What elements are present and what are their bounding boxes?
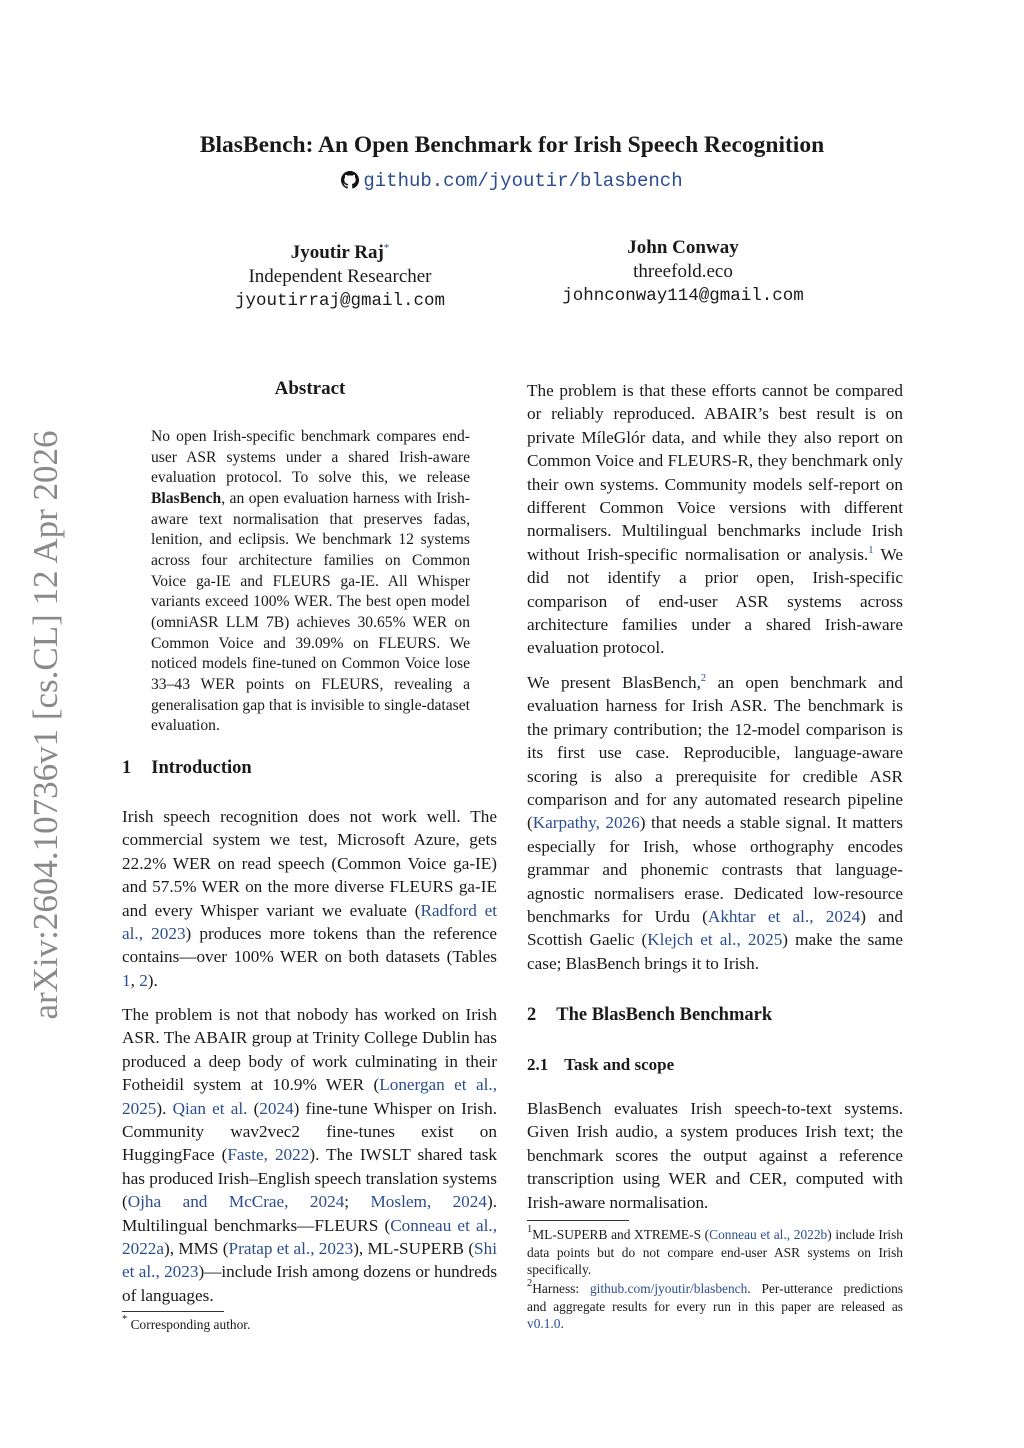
citation-link[interactable]: Radford et al., 2023 (122, 900, 497, 944)
author-affiliation: threefold.eco (633, 261, 733, 282)
intro-paragraph-3: The problem is that these efforts cannot be compared or reliably reproduced. ABAIR’s best result is on private MíleGlór data, and while they also report on Common Voice and FLEURS-R, they benchmark only their own systems. Community models self-report on different Common Voice versions with different normalisers. Multilingual benchmarks include Irish without Irish-specific normalisation or analysis.$^1$ We did not identify a prior open, Irish-specific comparison of end-user ASR systems across architecture families under a shared Irish-aware evaluation protocol. (527, 381, 903, 658)
citation-link[interactable]: Moslem, 2024 (370, 1192, 487, 1212)
footnote-ref-link[interactable]: 2 (700, 673, 707, 684)
citation-link[interactable]: Faste, 2022 (227, 1145, 310, 1165)
github-link-line (0, 170, 1024, 192)
author-footnote-mark[interactable]: * (383, 242, 390, 254)
table-ref-link[interactable]: 2 (139, 970, 148, 990)
abstract-heading: Abstract (274, 378, 346, 399)
footnote-1: $^1$ML-SUPERB and XTREME-S (Conneau et al., 2022b) include Irish data points but do not compare end-user ASR systems on Irish specifically. (527, 1224, 903, 1277)
citation-link[interactable]: Akhtar et al., 2024 (707, 907, 861, 927)
author-block-1 (200, 236, 480, 313)
release-link[interactable]: v0.1.0 (527, 1316, 561, 1331)
author-email: johnconway114@gmail.com (562, 286, 804, 306)
citation-link[interactable]: Conneau et al., 2022a (122, 1215, 497, 1259)
intro-paragraph-4: We present BlasBench,$^2$ an open benchmark and evaluation harness for Irish ASR. The benchmark is the primary contribution; the 12-model comparison is its first use case. Reproducible, language-aware scoring is also a prerequisite for credible ASR comparison and for any automated research pipeline (Karpathy, 2026) that needs a stable signal. It matters especially for Irish, whose orthography encodes grammar and phonemic contrasts that language-agnostic normalisers erase. Dedicated low-resource benchmarks for Urdu (Akhtar et al., 2024) and Scottish Gaelic (Klejch et al., 2025) make the same case; BlasBench brings it to Irish. (527, 673, 903, 973)
footnote-rule (527, 1220, 629, 1221)
abstract-body: No open Irish-specific benchmark compares end-user ASR systems under a shared Irish-aware evaluation protocol. To solve this, we release BlasBench, an open evaluation harness with Irish-aware text normalisation that preserves fadas, lenition, and eclipsis. We benchmark 12 systems across four architecture families on Common Voice ga-IE and FLEURS ga-IE. All Whisper variants exceed 100% WER. The best open model (omniASR LLM 7B) achieves 30.65% WER on Common Voice and 39.09% on FLEURS. We noticed models fine-tuned on Common Voice lose 33–43 WER points on FLEURS, revealing a generalisation gap that is invisible to single-dataset evaluation. (151, 428, 470, 735)
section-heading-introduction: 1 Introduction (122, 758, 252, 778)
intro-paragraph-2: The problem is not that nobody has worked on Irish ASR. The ABAIR group at Trinity College Dublin has produced a deep body of work culminating in their Fotheidil system at 10.9% WER (Lonergan et al., 2025). Qian et al. (2024) fine-tune Whisper on Irish. Community wav2vec2 fine-tunes exist on HuggingFace (Faste, 2022). The IWSLT shared task has produced Irish–English speech translation systems (Ojha and McCrae, 2024; Moslem, 2024). Multilingual benchmarks—FLEURS (Conneau et al., 2022a), MMS (Pratap et al., 2023), ML-SUPERB (Shi et al., 2023)—include Irish among dozens or hundreds of languages. (122, 1005, 498, 1305)
footnote-ref-link[interactable]: 1 (868, 544, 874, 556)
author-email: jyoutirraj@gmail.com (234, 291, 446, 311)
section-heading-blasbench: 2 The BlasBench Benchmark (527, 1005, 773, 1025)
author-block-2 (530, 236, 836, 308)
subsection-heading-task-scope: 2.1 Task and scope (527, 1055, 675, 1074)
intro-paragraph-1: Irish speech recognition does not work well. The commercial system we test, Microsoft Azure, gets 22.2% WER on read speech (Common Voice ga-IE) and 57.5% WER on the more diverse FLEURS ga-IE and every Whisper variant we evaluate (Radford et al., 2023) produces more tokens than the reference contains—over 100% WER on both datasets (Tables 1, 2). (122, 807, 497, 990)
paper-title: BlasBench: An Open Benchmark for Irish Speech Recognition (199, 132, 825, 158)
footnote-rule (122, 1311, 224, 1312)
footnote-2: $^2$Harness: github.com/jyoutir/blasbench. Per-utterance predictions and aggregate results for every run in this paper are released as v0.1.0. (527, 1278, 904, 1331)
citation-link[interactable]: Klejch et al., 2025 (647, 930, 783, 950)
task-scope-paragraph: BlasBench evaluates Irish speech-to-text systems. Given Irish audio, a system produces Irish text; the benchmark scores the output against a reference transcription using WER and CER, computed with Irish-aware normalisation. (527, 1099, 903, 1212)
harness-link[interactable]: github.com/jyoutir/blasbench (589, 1281, 748, 1296)
github-link[interactable]: github.com/jyoutir/blasbench (363, 170, 683, 192)
github-icon (341, 170, 363, 191)
citation-link[interactable]: Shi et al., 2023 (122, 1239, 497, 1282)
citation-link[interactable]: Ojha and McCrae, 2024 (127, 1192, 345, 1212)
arxiv-stamp: arXiv:2604.10736v1 [cs.CL] 12 Apr 2026 (26, 430, 65, 1020)
citation-link[interactable]: Pratap et al., 2023 (228, 1239, 354, 1259)
author-name: John Conway (627, 237, 739, 258)
citation-link[interactable]: Conneau et al., 2022b (709, 1227, 828, 1242)
citation-link[interactable]: Lonergan et al., 2025 (122, 1075, 497, 1118)
author-affiliation: Independent Researcher (248, 266, 432, 287)
author-name: Jyoutir Raj (290, 242, 384, 263)
citation-link[interactable]: Karpathy, 2026 (532, 813, 640, 833)
citation-link[interactable]: Qian et al. (172, 1098, 248, 1118)
footnote-corresponding: * Corresponding author. (122, 1314, 251, 1332)
citation-link[interactable]: 2024 (259, 1098, 294, 1118)
table-ref-link[interactable]: 1 (122, 970, 131, 990)
